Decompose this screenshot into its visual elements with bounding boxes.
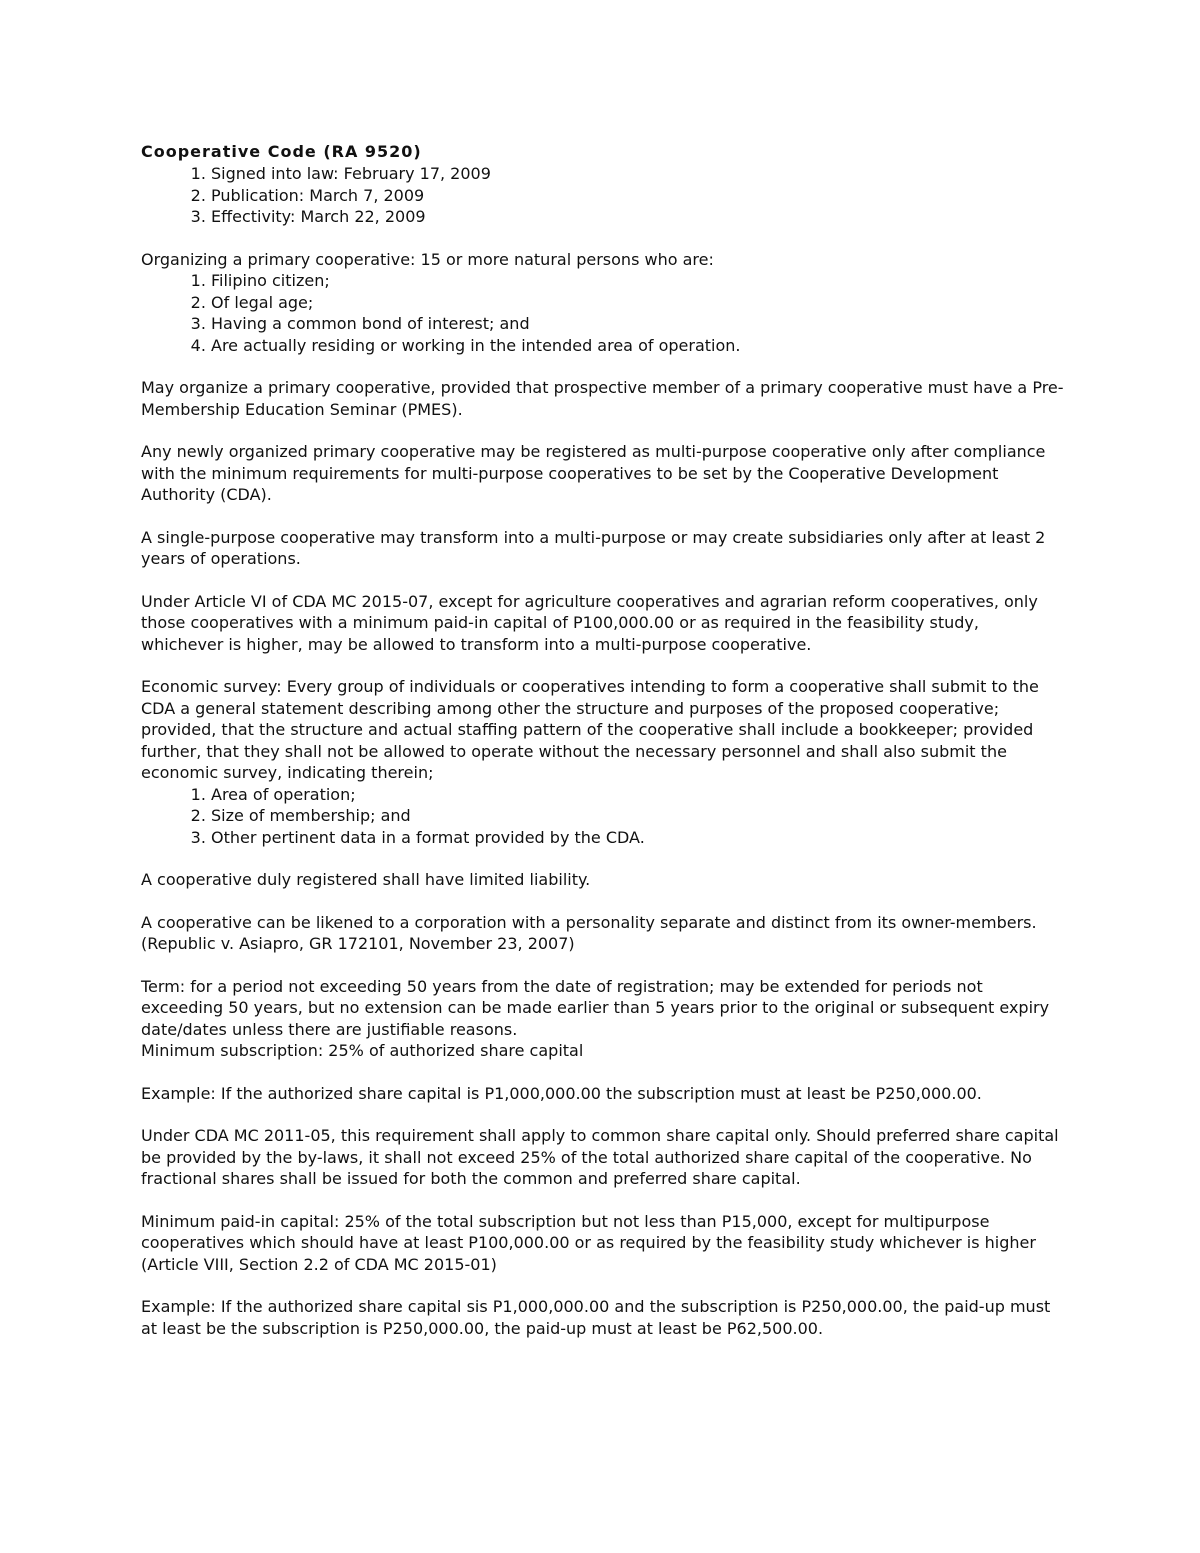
paragraph-corporation: A cooperative can be likened to a corporation with a personality separate and distinct from its owner-members. (Republic v. Asiapro, GR 172101, November 23, 2007)	[141, 912, 1037, 953]
paragraph-cda-mc-2011: Under CDA MC 2011-05, this requirement shall apply to common share capital only. Should preferred share capital be provided by the by-laws, it shall not exceed 25% of the total authorized share capital of the cooperative. No fractional shares shall be issued for both the common and preferred share capital.	[141, 1126, 1059, 1188]
dates-list	[141, 163, 1066, 228]
list-item: 3. Effectivity: March 22, 2009	[211, 206, 1066, 228]
list-item: 2. Size of membership; and	[211, 805, 1066, 827]
paragraph-limited-liability: A cooperative duly registered shall have limited liability.	[141, 870, 591, 889]
paragraph-minimum-subscription: Minimum subscription: 25% of authorized share capital	[141, 1041, 584, 1060]
paragraph-example-subscription: Example: If the authorized share capital is P1,000,000.00 the subscription must at least be P250,000.00.	[141, 1083, 982, 1103]
paragraph-economic-survey: Economic survey: Every group of individuals or cooperatives intending to form a cooperative shall submit to the CDA a general statement describing among other the structure and purposes of the proposed cooperative; provided, that the structure and actual staffing pattern of the cooperative shall include a bookkeeper; provided further, that they shall not be allowed to operate without the necessary personnel and shall also submit the economic survey, indicating therein;	[141, 677, 1039, 782]
list-item: 1. Filipino citizen;	[211, 270, 1066, 292]
organizing-intro: Organizing a primary cooperative: 15 or more natural persons who are:	[141, 249, 714, 269]
list-item: 2. Publication: March 7, 2009	[211, 185, 1066, 207]
list-item: 1. Area of operation;	[211, 784, 1066, 806]
list-item: 3. Having a common bond of interest; and	[211, 313, 1066, 335]
list-item: 4. Are actually residing or working in the intended area of operation.	[211, 335, 1066, 357]
list-item: 2. Of legal age;	[211, 292, 1066, 314]
list-item: 1. Signed into law: February 17, 2009	[211, 163, 1066, 185]
list-item: 3. Other pertinent data in a format provided by the CDA.	[211, 827, 1066, 849]
paragraph-term: Term: for a period not exceeding 50 years from the date of registration; may be extended for periods not exceeding 50 years, but no extension can be made earlier than 5 years prior to the original or subsequent expiry date/dates unless there are justifiable reasons.	[141, 976, 1050, 1039]
paragraph-single-purpose: A single-purpose cooperative may transform into a multi-purpose or may create subsidiaries only after at least 2 years of operations.	[141, 527, 1046, 568]
document-page	[141, 141, 1066, 1339]
paragraph-pmes: May organize a primary cooperative, provided that prospective member of a primary cooperative must have a Pre-Membership Education Seminar (PMES).	[141, 378, 1064, 419]
document-title: Cooperative Code (RA 9520)	[141, 142, 422, 161]
economic-survey-list	[141, 784, 1066, 849]
paragraph-paid-in-capital: Minimum paid-in capital: 25% of the total subscription but not less than P15,000, except for multipurpose cooperatives which should have at least P100,000.00 or as required by the feasibility study whichever is higher (Article VIII, Section 2.2 of CDA MC 2015-01)	[141, 1211, 1036, 1274]
paragraph-article-vi: Under Article VI of CDA MC 2015-07, except for agriculture cooperatives and agrarian reform cooperatives, only those cooperatives with a minimum paid-in capital of P100,000.00 or as required in the feasibility study, whichever is higher, may be allowed to transform into a multi-purpose cooperative.	[141, 591, 1038, 654]
organizing-list	[141, 270, 1066, 356]
paragraph-multipurpose: Any newly organized primary cooperative may be registered as multi-purpose cooperative only after compliance with the minimum requirements for multi-purpose cooperatives to be set by the Cooperative Development Authority (CDA).	[141, 442, 1046, 504]
paragraph-example-paid-up: Example: If the authorized share capital sis P1,000,000.00 and the subscription is P250,000.00, the paid-up must at least be the subscription is P250,000.00, the paid-up must at least be P62,500.00.	[141, 1297, 1051, 1338]
